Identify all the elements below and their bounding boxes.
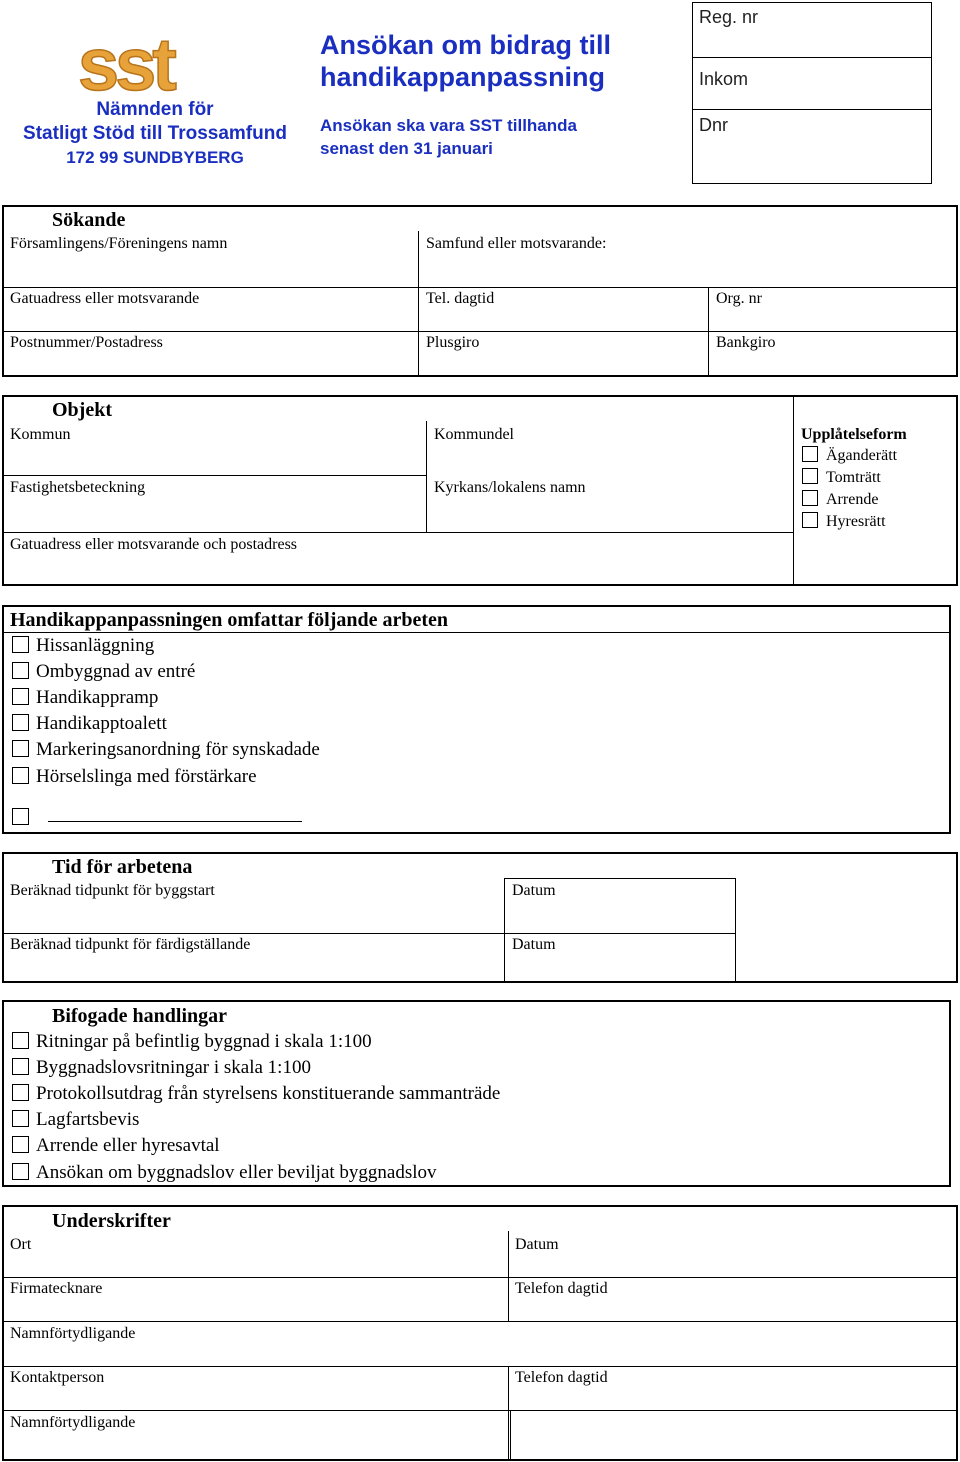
ort-field[interactable]: Ort	[10, 1236, 32, 1253]
reg-nr-field[interactable]: Reg. nr	[699, 7, 759, 27]
office-use-box	[692, 2, 932, 184]
sokande-col-divider-1	[418, 231, 419, 375]
tid-row-divider	[4, 933, 735, 934]
form-title-line-2: handikappanpassning	[320, 62, 606, 92]
option-label: Handikapptoalett	[36, 713, 167, 734]
committee-line-1: Nämnden för	[96, 99, 214, 120]
checkbox[interactable]	[12, 1058, 29, 1075]
firmatecknare-field[interactable]: Firmatecknare	[10, 1280, 103, 1297]
bifogad-option-avtal[interactable]	[12, 1135, 220, 1157]
sign-row-divider-1	[4, 1277, 956, 1278]
sign-row-divider-4	[4, 1410, 956, 1411]
underskrifter-title: Underskrifter	[52, 1210, 171, 1232]
tid-title: Tid för arbetena	[52, 856, 193, 878]
checkbox[interactable]	[12, 808, 29, 825]
bifogade-section	[2, 1000, 951, 1187]
sign-datum-field[interactable]: Datum	[515, 1236, 559, 1253]
bifogad-option-byggnadslov[interactable]	[12, 1162, 437, 1184]
arbete-option-hissanlaggning[interactable]	[12, 635, 154, 657]
tid-col-divider-2	[735, 878, 736, 981]
option-label: Arrende eller hyresavtal	[36, 1135, 220, 1156]
checkbox[interactable]	[802, 490, 818, 506]
checkbox[interactable]	[12, 1163, 29, 1180]
upplatelse-option-hyresratt[interactable]	[802, 513, 886, 531]
logo-text: sst	[78, 34, 173, 98]
arbete-option-ombyggnad[interactable]	[12, 661, 195, 683]
fardigstallande-field[interactable]: Beräknad tidpunkt för färdigställande	[10, 936, 251, 953]
form-title	[320, 29, 611, 93]
objekt-col-divider-2	[793, 397, 794, 584]
bifogad-option-byggnadslovsritningar[interactable]	[12, 1057, 311, 1079]
sign-row-divider-2	[4, 1321, 956, 1322]
firmatecknare-telefon-field[interactable]: Telefon dagtid	[515, 1280, 608, 1297]
option-label: Hörselslinga med förstärkare	[36, 766, 257, 787]
option-label: Hissanläggning	[36, 635, 155, 656]
objekt-row-divider-2	[4, 532, 793, 533]
checkbox[interactable]	[802, 512, 818, 528]
upplatelse-option-arrende[interactable]	[802, 491, 878, 509]
checkbox[interactable]	[12, 740, 29, 757]
upplatelse-option-aganderatt[interactable]	[802, 447, 897, 465]
bifogad-option-protokoll[interactable]	[12, 1083, 500, 1105]
sst-logo	[76, 34, 228, 98]
arbete-option-toalett[interactable]	[12, 713, 167, 735]
checkbox[interactable]	[12, 688, 29, 705]
org-nr-field[interactable]: Org. nr	[716, 290, 762, 307]
checkbox[interactable]	[802, 468, 818, 484]
sokande-title: Sökande	[52, 209, 126, 231]
plusgiro-field[interactable]: Plusgiro	[426, 334, 480, 351]
arbete-option-ramp[interactable]	[12, 687, 158, 709]
arbeten-title-divider	[4, 632, 949, 633]
office-divider-1	[693, 57, 931, 58]
form-title-line-1: Ansökan om bidrag till	[320, 30, 612, 60]
objekt-col-divider-1	[426, 421, 427, 532]
sign-col-divider-2	[508, 1366, 509, 1459]
option-label: Äganderätt	[826, 447, 898, 464]
checkbox[interactable]	[12, 636, 29, 653]
tid-col-divider-1	[504, 878, 505, 981]
checkbox[interactable]	[802, 446, 818, 462]
arbeten-section	[2, 605, 951, 834]
deadline-note	[320, 114, 577, 160]
fardigstallande-datum-field[interactable]: Datum	[512, 936, 556, 953]
objekt-row-divider-1a	[4, 475, 426, 476]
gatuadress-field[interactable]: Gatuadress eller motsvarande	[10, 290, 200, 307]
checkbox[interactable]	[12, 767, 29, 784]
checkbox[interactable]	[12, 1136, 29, 1153]
underskrifter-section	[2, 1205, 958, 1461]
sokande-row-divider-2	[4, 331, 956, 332]
arbete-other-input[interactable]	[48, 821, 302, 822]
arbeten-title: Handikappanpassningen omfattar följande arbeten	[10, 609, 449, 631]
committee-address: 172 99 SUNDBYBERG	[66, 148, 244, 167]
dnr-field[interactable]: Dnr	[699, 115, 729, 135]
namnfortydligande-1-field[interactable]: Namnförtydligande	[10, 1325, 136, 1342]
arbete-option-horselslinga[interactable]	[12, 766, 257, 788]
sign-col-divider-3	[510, 1410, 511, 1459]
byggstart-datum-field[interactable]: Datum	[512, 882, 556, 899]
checkbox[interactable]	[12, 714, 29, 731]
bankgiro-field[interactable]: Bankgiro	[716, 334, 776, 351]
option-label: Ritningar på befintlig byggnad i skala 1:100	[36, 1031, 372, 1052]
kontaktperson-telefon-field[interactable]: Telefon dagtid	[515, 1369, 608, 1386]
option-label: Markeringsanordning för synskadade	[36, 739, 320, 760]
option-label: Ombyggnad av entré	[36, 661, 196, 682]
sokande-section	[2, 205, 958, 377]
option-label: Arrende	[826, 491, 879, 508]
bifogad-option-lagfartsbevis[interactable]	[12, 1109, 139, 1131]
forsamling-name-field[interactable]: Församlingens/Föreningens namn	[10, 235, 228, 252]
kommun-field[interactable]: Kommun	[10, 426, 71, 443]
office-divider-2	[693, 109, 931, 110]
bifogade-title: Bifogade handlingar	[52, 1005, 228, 1027]
bifogad-option-ritningar[interactable]	[12, 1031, 372, 1053]
tid-datum-top	[504, 878, 735, 879]
objekt-section	[2, 395, 958, 586]
namnfortydligande-2-field[interactable]: Namnförtydligande	[10, 1414, 136, 1431]
objekt-gatuadress-field[interactable]: Gatuadress eller motsvarande och postadress	[10, 536, 298, 553]
sokande-col-divider-2	[708, 287, 709, 375]
committee-name	[0, 98, 310, 170]
checkbox[interactable]	[12, 1110, 29, 1127]
sign-col-divider-1	[508, 1231, 509, 1321]
checkbox[interactable]	[12, 662, 29, 679]
tid-section	[2, 852, 958, 983]
deadline-line-2: senast den 31 januari	[320, 139, 493, 158]
checkbox[interactable]	[12, 1084, 29, 1101]
option-label: Byggnadslovsritningar i skala 1:100	[36, 1057, 311, 1078]
fastighetsbeteckning-field[interactable]: Fastighetsbeteckning	[10, 479, 146, 496]
arbete-option-other[interactable]	[12, 807, 36, 829]
option-label: Tomträtt	[826, 469, 881, 486]
option-label: Ansökan om byggnadslov eller beviljat byggnadslov	[36, 1162, 437, 1183]
option-label: Handikappramp	[36, 687, 159, 708]
upplatelseform-title: Upplåtelseform	[801, 426, 907, 443]
deadline-line-1: Ansökan ska vara SST tillhanda	[320, 116, 577, 135]
kyrka-lokal-name-field[interactable]: Kyrkans/lokalens namn	[434, 479, 586, 496]
committee-line-2: Statligt Stöd till Trossamfund	[23, 123, 287, 144]
sign-row-divider-3	[4, 1366, 956, 1367]
option-label: Protokollsutdrag från styrelsens konstituerande sammanträde	[36, 1083, 501, 1104]
arbete-option-markering[interactable]	[12, 739, 320, 761]
kontaktperson-field[interactable]: Kontaktperson	[10, 1369, 105, 1386]
objekt-title: Objekt	[52, 399, 112, 421]
inkom-field[interactable]: Inkom	[699, 69, 749, 89]
checkbox[interactable]	[12, 1032, 29, 1049]
sokande-row-divider-1	[4, 287, 956, 288]
option-label: Lagfartsbevis	[36, 1109, 140, 1130]
byggstart-field[interactable]: Beräknad tidpunkt för byggstart	[10, 882, 215, 899]
option-label: Hyresrätt	[826, 513, 886, 530]
upplatelse-option-tomtratt[interactable]	[802, 469, 881, 487]
kommundel-field[interactable]: Kommundel	[434, 426, 514, 443]
tel-dagtid-field[interactable]: Tel. dagtid	[426, 290, 495, 307]
postnummer-field[interactable]: Postnummer/Postadress	[10, 334, 163, 351]
samfund-field[interactable]: Samfund eller motsvarande:	[426, 235, 607, 252]
